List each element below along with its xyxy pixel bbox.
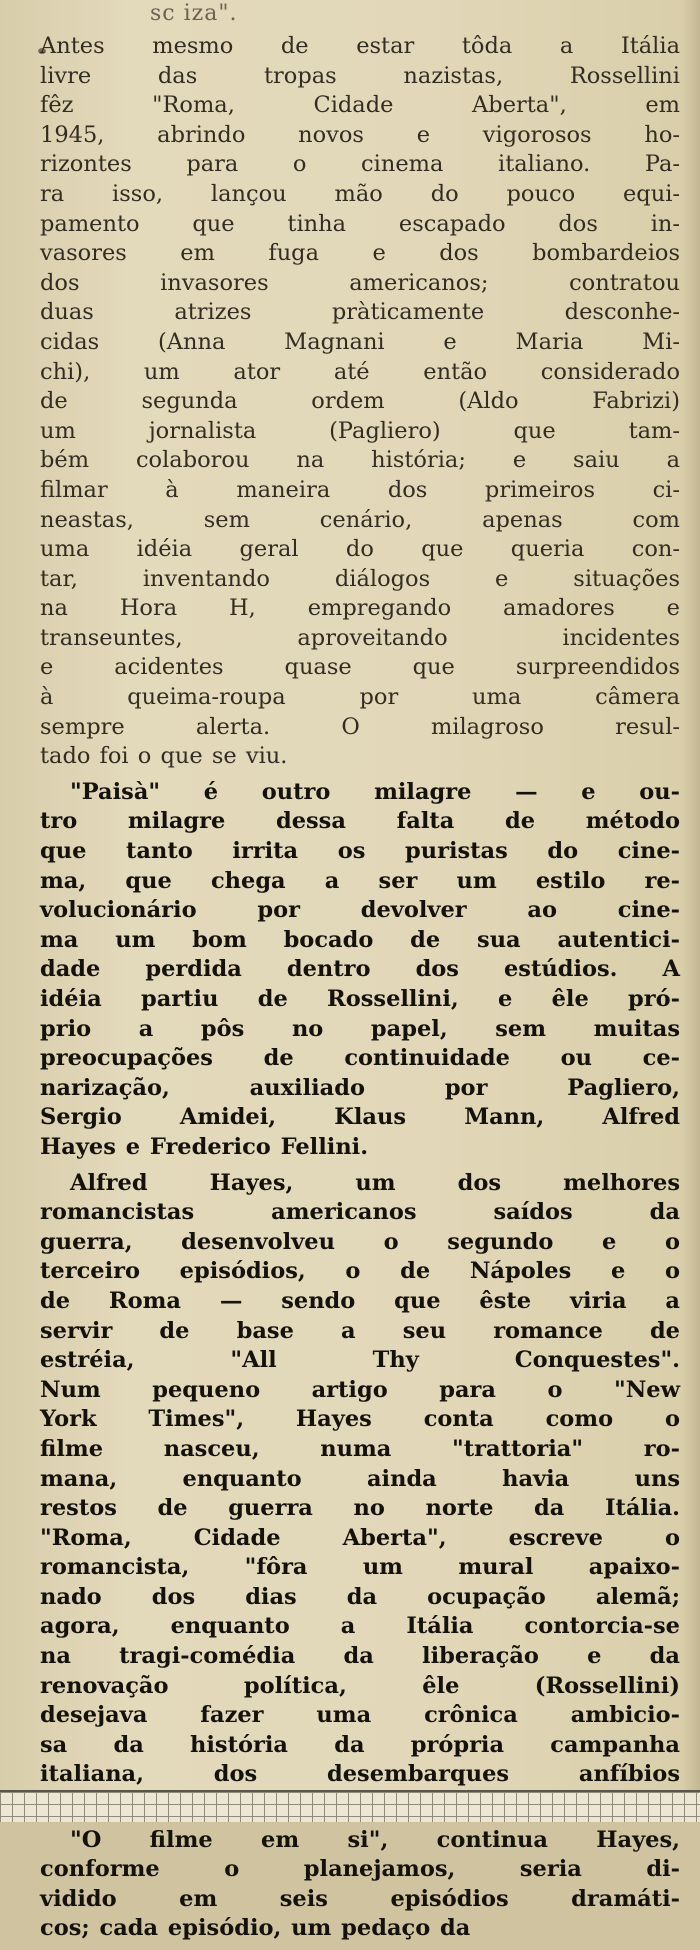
article-line: na tragi-comédia da liberação e da — [40, 1643, 680, 1670]
article-line: cidas (Anna Magnani e Maria Mi- — [40, 328, 680, 355]
article-line: transeuntes, aproveitando incidentes — [40, 624, 680, 651]
article-line: vidido em seis episódios dramáti- — [40, 1885, 680, 1912]
article-column — [40, 0, 680, 1950]
article-line: "O filme em si", continua Hayes, — [70, 1826, 680, 1853]
article-line: dade perdida dentro dos estúdios. A — [40, 956, 680, 983]
article-line: nado dos dias da ocupação alemã; — [40, 1583, 680, 1610]
article-line: Alfred Hayes, um dos melhores — [70, 1169, 680, 1196]
article-paragraph — [40, 1169, 680, 1820]
article-line: tado foi o que se viu. — [40, 743, 288, 770]
article-line: romancistas americanos saídos da — [40, 1199, 680, 1226]
article-line: "Roma, Cidade Aberta", escreve o — [40, 1524, 680, 1551]
article-line: Num pequeno artigo para o "New — [40, 1376, 680, 1403]
article-line: volucionário por devolver ao cine- — [40, 897, 680, 924]
article-line: prio a pôs no papel, sem muitas — [40, 1015, 680, 1042]
article-line: sa da história da própria campanha — [40, 1731, 680, 1758]
article-paragraph — [40, 778, 680, 1163]
article-line: um jornalista (Pagliero) que tam- — [40, 417, 680, 444]
article-line: ma um bom bocado de sua autentici- — [40, 926, 680, 953]
article-line: italiana, dos desembarques anfíbios — [40, 1761, 680, 1788]
article-line: vasores em fuga e dos bombardeios — [40, 240, 680, 267]
article-line: York Times", Hayes conta como o — [40, 1406, 680, 1433]
article-line: neastas, sem cenário, apenas com — [40, 506, 680, 533]
article-line: pamento que tinha escapado dos in- — [40, 210, 680, 237]
article-line: duas atrizes pràticamente desconhe- — [40, 299, 680, 326]
top-fragment: sc iza". — [150, 1, 238, 26]
article-line: ma, que chega a ser um estilo re- — [40, 867, 680, 894]
article-line: Hayes e Frederico Fellini. — [40, 1133, 369, 1160]
graph-paper-strip — [0, 1790, 700, 1822]
article-line: Sergio Amidei, Klaus Mann, Alfred — [40, 1104, 680, 1131]
article-line: Antes mesmo de estar tôda a Itália — [40, 33, 680, 59]
article-line: à queima-roupa por uma câmera — [40, 684, 680, 711]
article-line: terceiro episódios, o de Nápoles e o — [40, 1258, 680, 1285]
article-line: agora, enquanto a Itália contorcia-se — [40, 1613, 680, 1640]
article-line: dos invasores americanos; contratou — [40, 269, 680, 296]
article-line: tar, inventando diálogos e situações — [40, 565, 680, 592]
article-line: e acidentes quase que surpreendidos — [40, 654, 680, 681]
article-line: ra isso, lançou mão do pouco equi- — [40, 180, 680, 207]
paper-edge-shadow — [682, 0, 700, 1790]
article-paragraph — [40, 1826, 680, 1944]
article-line: bém colaborou na história; e saiu a — [40, 447, 680, 474]
article-line: de segunda ordem (Aldo Fabrizi) — [40, 388, 680, 415]
article-line: 1945, abrindo novos e vigorosos ho- — [40, 121, 680, 148]
article-line: na Hora H, empregando amadores e — [40, 595, 680, 622]
article-line: romancista, "fôra um mural apaixo- — [40, 1554, 680, 1581]
article-line: que tanto irrita os puristas do cine- — [40, 838, 680, 865]
article-line: estréia, "All Thy Conquestes". — [40, 1347, 680, 1374]
article-body — [40, 32, 680, 1944]
article-line: renovação política, êle (Rossellini) — [40, 1672, 680, 1699]
article-line: preocupações de continuidade ou ce- — [40, 1045, 680, 1072]
article-line: livre das tropas nazistas, Rossellini — [40, 62, 680, 89]
article-line: desejava fazer uma crônica ambicio- — [40, 1702, 680, 1729]
article-line: filmar à maneira dos primeiros ci- — [40, 476, 680, 503]
article-line: "Paisà" é outro milagre — e ou- — [70, 778, 680, 805]
article-paragraph — [40, 32, 680, 772]
article-line: mana, enquanto ainda havia uns — [40, 1465, 680, 1492]
article-line: filme nasceu, numa "trattoria" ro- — [40, 1435, 680, 1462]
article-line: idéia partiu de Rossellini, e êle pró- — [40, 986, 680, 1012]
article-line: uma idéia geral do que queria con- — [40, 536, 680, 563]
article-line: fêz "Roma, Cidade Aberta", em — [40, 92, 680, 119]
article-line: narização, auxiliado por Pagliero, — [40, 1074, 680, 1101]
article-line: chi), um ator até então considerado — [40, 358, 680, 385]
article-line: servir de base a seu romance de — [40, 1317, 680, 1344]
article-line: sempre alerta. O milagroso resul- — [40, 713, 680, 740]
article-line: tro milagre dessa falta de método — [40, 808, 680, 835]
article-line: conforme o planejamos, seria di- — [40, 1856, 680, 1883]
article-line: guerra, desenvolveu o segundo e o — [40, 1228, 680, 1255]
article-line: restos de guerra no norte da Itália. — [40, 1495, 680, 1522]
article-line: de Roma — sendo que êste viria a — [40, 1287, 680, 1314]
article-line: rizontes para o cinema italiano. Pa- — [40, 151, 680, 178]
article-line: cos; cada episódio, um pedaço da — [40, 1915, 471, 1942]
